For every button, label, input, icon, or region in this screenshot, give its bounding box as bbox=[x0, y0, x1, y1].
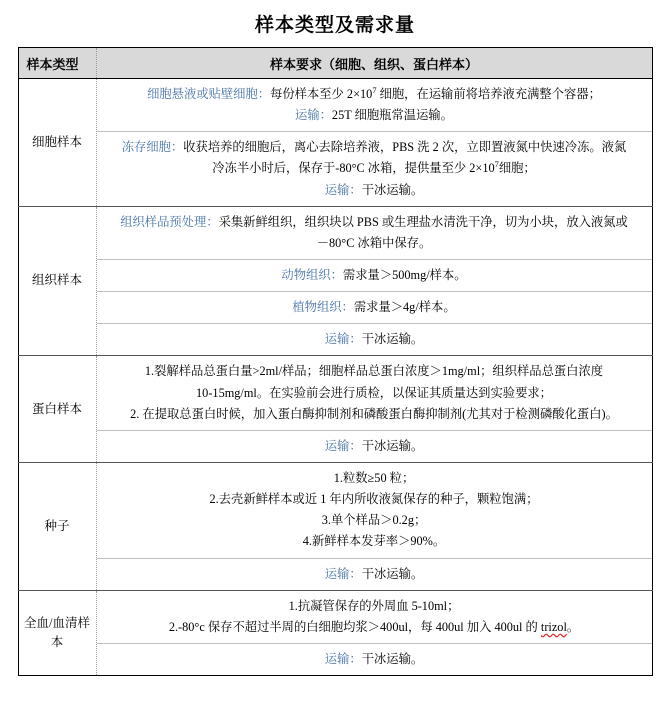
requirement-line: 运输：25T 细胞瓶常温运输。 bbox=[295, 108, 453, 123]
requirement-line: 组织样品预处理：采集新鲜组织，组织块以 PBS 或生理盐水清洗干净，切为小块，放入液氮或 bbox=[120, 214, 628, 229]
requirement-line: 3.单个样品＞0.2g； bbox=[321, 513, 427, 528]
requirement-block bbox=[97, 79, 652, 131]
requirement-keyword: 运输： bbox=[324, 182, 362, 197]
requirement-block bbox=[97, 131, 652, 205]
requirement-line: 运输：干冰运输。 bbox=[324, 182, 424, 197]
requirement-block bbox=[97, 558, 652, 590]
requirement-line: 1.抗凝管保存的外周血 5-10ml； bbox=[288, 598, 460, 613]
requirement-keyword: 运输： bbox=[324, 651, 362, 666]
requirement-keyword: 运输： bbox=[324, 438, 362, 453]
sample-requirements-table bbox=[18, 47, 653, 676]
sample-type-cell: 组织样本 bbox=[18, 206, 96, 356]
requirement-line: 运输：干冰运输。 bbox=[324, 651, 424, 666]
table-header-row bbox=[18, 48, 652, 79]
sample-requirement-cell bbox=[96, 356, 652, 463]
requirement-block bbox=[97, 430, 652, 462]
requirement-keyword: 组织样品预处理： bbox=[120, 214, 219, 229]
requirement-line: 植物组织：需求量＞4g/样本。 bbox=[292, 300, 456, 315]
requirement-block bbox=[97, 259, 652, 291]
table-row bbox=[18, 462, 652, 590]
requirement-line: 1.粒数≥50 粒； bbox=[333, 470, 415, 485]
spellcheck-word: trizol bbox=[540, 619, 567, 634]
requirement-block bbox=[97, 291, 652, 323]
sample-requirement-cell bbox=[96, 462, 652, 590]
table-row bbox=[18, 206, 652, 356]
sample-requirement-cell bbox=[96, 79, 652, 207]
sample-requirement-cell bbox=[96, 590, 652, 675]
requirement-keyword: 运输： bbox=[324, 332, 362, 347]
requirement-line: 2.-80°c 保存不超过半周的白细胞均浆＞400ul，每 400ul 加入 400ul 的 trizol。 bbox=[168, 619, 580, 634]
sample-type-cell: 蛋白样本 bbox=[18, 356, 96, 463]
requirement-keyword: 植物组织： bbox=[292, 300, 354, 315]
table-body bbox=[18, 79, 652, 676]
requirement-line: 动物组织：需求量＞500mg/样本。 bbox=[281, 267, 467, 282]
requirement-line: 运输：干冰运输。 bbox=[324, 332, 424, 347]
requirement-line: 运输：干冰运输。 bbox=[324, 438, 424, 453]
requirement-block bbox=[97, 323, 652, 355]
requirement-line: 1.裂解样品总蛋白量>2ml/样品；细胞样品总蛋白浓度＞1mg/ml；组织样品总蛋白浓度 bbox=[144, 364, 604, 379]
exponent: 7 bbox=[372, 85, 377, 95]
exponent: 7 bbox=[494, 160, 499, 170]
requirement-line: 2.去壳新鲜样本或近 1 年内所收液氮保存的种子，颗粒饱满； bbox=[209, 492, 539, 507]
requirement-block bbox=[97, 463, 652, 558]
requirement-line: 冷冻半小时后，保存于-80°C 冰箱，提供量至少 $2\times 10^7$细胞； bbox=[212, 160, 536, 176]
requirement-line: 10-15mg/ml。在实验前会进行质检，以保证其质量达到实验要求； bbox=[196, 385, 552, 400]
requirement-line: 2. 在提取总蛋白时候，加入蛋白酶抑制剂和磷酸蛋白酶抑制剂(尤其对于检测磷酸化蛋白)。 bbox=[130, 406, 618, 421]
requirement-line: 细胞悬液或贴壁细胞：每份样本至少 $2\times 10^7$ 细胞，在运输前将培养液充满整个容器； bbox=[147, 85, 601, 101]
table-row bbox=[18, 590, 652, 675]
sample-type-cell: 种子 bbox=[18, 462, 96, 590]
requirement-line: －80°C 冰箱中保存。 bbox=[316, 235, 432, 250]
column-header-sample-requirement: 样本要求（细胞、组织、蛋白样本） bbox=[96, 48, 652, 79]
requirement-block bbox=[97, 207, 652, 259]
requirement-keyword: 细胞悬液或贴壁细胞： bbox=[147, 87, 271, 101]
table-row bbox=[18, 79, 652, 207]
requirement-keyword: 运输： bbox=[324, 566, 362, 581]
requirement-block bbox=[97, 591, 652, 643]
table-row bbox=[18, 356, 652, 463]
page-title: 样本类型及需求量 bbox=[254, 15, 415, 36]
sample-requirement-cell bbox=[96, 206, 652, 356]
requirement-block bbox=[97, 643, 652, 675]
requirement-block bbox=[97, 356, 652, 429]
requirement-keyword: 动物组织： bbox=[281, 267, 343, 282]
requirement-keyword: 冻存细胞： bbox=[121, 140, 184, 155]
requirement-line: 4.新鲜样本发芽率＞90%。 bbox=[302, 534, 446, 549]
requirement-line: 冻存细胞：收获培养的细胞后，离心去除培养液，PBS 洗 2 次，立即置液氮中快速冷冻。液氮 bbox=[121, 140, 627, 155]
column-header-sample-type: 样本类型 bbox=[18, 48, 96, 79]
sample-type-cell: 细胞样本 bbox=[18, 79, 96, 207]
requirement-keyword: 运输： bbox=[295, 108, 332, 123]
sample-type-cell: 全血/血清样本 bbox=[18, 590, 96, 675]
requirement-line: 运输：干冰运输。 bbox=[324, 566, 424, 581]
table-header bbox=[18, 48, 652, 79]
